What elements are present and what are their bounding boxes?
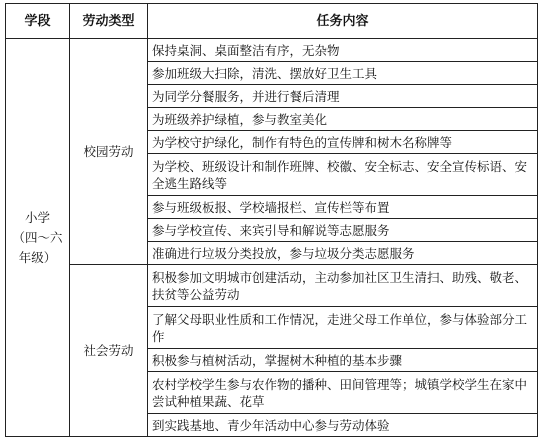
table-row	[6, 39, 538, 62]
stage-line-2: （四～六	[12, 229, 63, 245]
task-cell: 为学校、班级设计和制作班牌、校徽、安全标志、安全宣传标语、安全逃生路线等	[148, 154, 538, 196]
task-cell: 农村学校学生参与农作物的播种、田间管理等；城镇学校学生在家中尝试种植果蔬、花草	[148, 372, 538, 414]
task-cell: 为班级养护绿植，参与教室美化	[148, 108, 538, 131]
task-cell: 为同学分餐服务，并进行餐后清理	[148, 85, 538, 108]
stage-cell	[6, 39, 70, 437]
task-cell: 为学校守护绿化，制作有特色的宣传牌和树木名称牌等	[148, 131, 538, 154]
header-row	[6, 4, 538, 39]
task-cell: 积极参加文明城市创建活动，主动参加社区卫生清扫、助残、敬老、扶贫等公益劳动	[148, 265, 538, 307]
task-cell: 准确进行垃圾分类投放，参与垃圾分类志愿服务	[148, 242, 538, 265]
stage-line-1: 小学	[24, 209, 50, 225]
task-cell: 参加班级大扫除，清洗、摆放好卫生工具	[148, 62, 538, 85]
labor-type-social: 社会劳动	[70, 265, 148, 437]
labor-task-table	[5, 3, 538, 437]
header-task: 任务内容	[148, 4, 538, 39]
task-cell: 积极参与植树活动，掌握树木种植的基本步骤	[148, 349, 538, 372]
task-cell: 保持桌洞、桌面整洁有序，无杂物	[148, 39, 538, 62]
header-labor-type: 劳动类型	[70, 4, 148, 39]
task-cell: 参与学校宣传、来宾引导和解说等志愿服务	[148, 219, 538, 242]
task-cell: 参与班级板报、学校墙报栏、宣传栏等布置	[148, 196, 538, 219]
labor-type-campus: 校园劳动	[70, 39, 148, 265]
table-row	[6, 265, 538, 307]
stage-line-3: 年级）	[18, 249, 57, 265]
header-stage: 学段	[6, 4, 70, 39]
task-cell: 到实践基地、青少年活动中心参与劳动体验	[148, 414, 538, 437]
task-cell: 了解父母职业性质和工作情况，走进父母工作单位，参与体验部分工作	[148, 307, 538, 349]
